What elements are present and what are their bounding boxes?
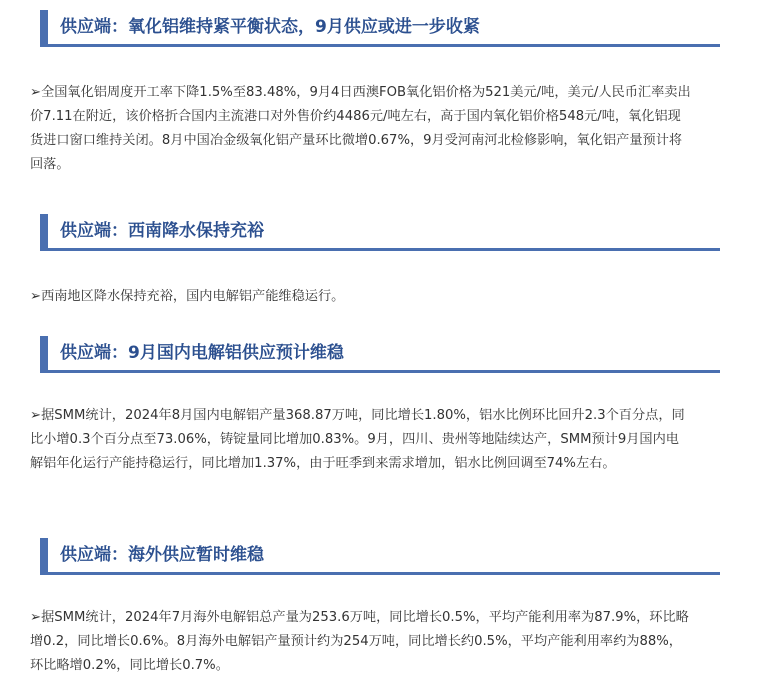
section-title: 供应端：氧化铝维持紧平衡状态，9月供应或进一步收紧	[60, 17, 480, 37]
section-title: 供应端：西南降水保持充裕	[60, 221, 264, 241]
section-domestic-aluminum-supply	[40, 336, 720, 370]
accent-bar	[40, 10, 48, 44]
section-divider	[40, 248, 720, 251]
section-title: 供应端：9月国内电解铝供应预计维稳	[60, 343, 344, 363]
section-header	[40, 10, 720, 44]
section-header	[40, 336, 720, 370]
section-body-text	[30, 285, 692, 309]
accent-bar	[40, 214, 48, 248]
arrow-bullet-icon: ➢	[30, 289, 42, 304]
section-divider	[40, 370, 720, 373]
section-overseas-supply	[40, 538, 720, 572]
arrow-bullet-icon: ➢	[30, 408, 42, 423]
section-body-text	[30, 81, 692, 177]
section-southwest-rainfall	[40, 214, 720, 248]
section-title: 供应端：海外供应暂时维稳	[60, 545, 264, 565]
accent-bar	[40, 336, 48, 370]
section-divider	[40, 44, 720, 47]
accent-bar	[40, 538, 48, 572]
paragraph-text: 据SMM统计，2024年7月海外电解铝总产量为253.6万吨，同比增长0.5%，平均产能利用率为87.9%，环比略增0.2，同比增长0.6%。8月海外电解铝产量预计约为254万吨，同比增长约0.5%，平均产能利用率约为88%，环比略增0.2%，同比增长0.7%。	[30, 610, 689, 673]
section-header	[40, 538, 720, 572]
arrow-bullet-icon: ➢	[30, 610, 42, 625]
section-header	[40, 214, 720, 248]
section-body-text	[30, 606, 692, 678]
paragraph-text: 全国氧化铝周度开工率下降1.5%至83.48%，9月4日西澳FOB氧化铝价格为521美元/吨，美元/人民币汇率卖出价7.11在附近，该价格折合国内主流港口对外售价约4486元/吨左右，高于国内氧化铝价格548元/吨，氧化铝现货进口窗口维持关闭。8月中国冶金级氧化铝产量环比微增0.67%，9月受河南河北检修影响，氧化铝产量预计将回落。	[30, 85, 691, 172]
paragraph-text: 据SMM统计，2024年8月国内电解铝产量368.87万吨，同比增长1.80%，铝水比例环比回升2.3个百分点，同比小增0.3个百分点至73.06%，铸锭量同比增加0.83%。9月，四川、贵州等地陆续达产，SMM预计9月国内电解铝年化运行产能持稳运行，同比增加1.37%，由于旺季到来需求增加，铝水比例回调至74%左右。	[30, 408, 685, 471]
section-body-text	[30, 404, 692, 476]
section-divider	[40, 572, 720, 575]
paragraph-text: 西南地区降水保持充裕，国内电解铝产能维稳运行。	[41, 289, 345, 304]
section-alumina-supply	[40, 10, 720, 44]
arrow-bullet-icon: ➢	[30, 85, 42, 100]
